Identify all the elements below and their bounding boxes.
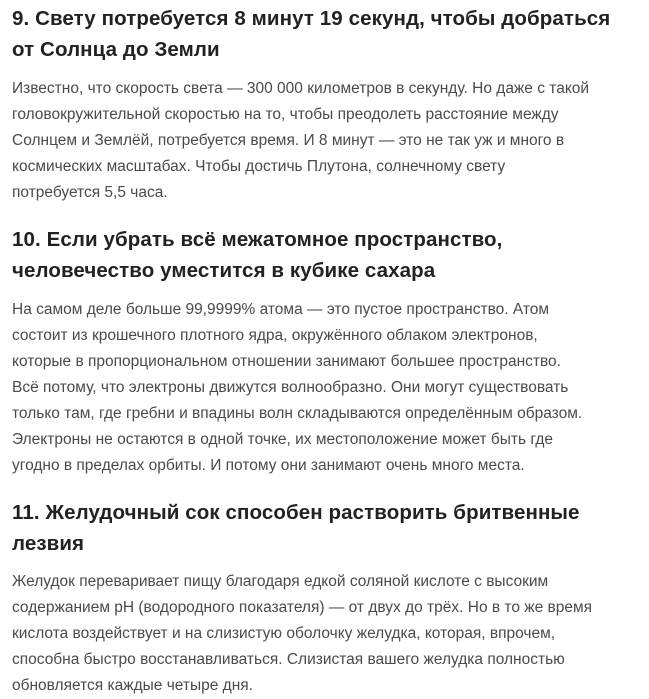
heading-line: человечество уместится в кубике сахара [12, 259, 436, 282]
fact-body-9 [12, 76, 642, 206]
body-line: угодно в пределах орбиты. И потому они занимают очень много места. [12, 457, 525, 474]
body-line: потребуется 5,5 часа. [12, 184, 168, 201]
body-line: На самом деле больше 99,9999% атома — это пустое пространство. Атом [12, 301, 550, 318]
heading-line: лезвия [12, 532, 85, 555]
fact-section-9 [12, 0, 642, 206]
fact-body-10 [12, 297, 642, 479]
body-line: состоит из крошечного плотного ядра, окружённого облаком электронов, [12, 327, 538, 344]
article [12, 0, 642, 699]
fact-heading-11 [12, 497, 642, 559]
heading-line: 11. Желудочный сок способен растворить бритвенные [12, 501, 580, 524]
body-line: Электроны не остаются в одной точке, их местоположение может быть где [12, 431, 553, 448]
body-line: только там, где гребни и впадины волн складываются определённым образом. [12, 405, 583, 422]
body-line: Желудок переваривает пищу благодаря едкой соляной кислоте с высоким [12, 573, 549, 590]
body-line: космических масштабах. Чтобы достичь Плутона, солнечному свету [12, 158, 506, 175]
body-line: кислота воздействует и на слизистую оболочку желудка, которая, впрочем, [12, 625, 556, 642]
body-line: Всё потому, что электроны движутся волнообразно. Они могут существовать [12, 379, 569, 396]
body-line: Солнцем и Землёй, потребуется время. И 8 минут — это не так уж и много в [12, 132, 565, 149]
heading-line: 9. Свету потребуется 8 минут 19 секунд, чтобы добраться [12, 7, 611, 30]
fact-section-10 [12, 224, 642, 479]
heading-line: 10. Если убрать всё межатомное пространство, [12, 228, 503, 251]
heading-line: от Солнца до Земли [12, 38, 220, 61]
body-line: которые в пропорциональном отношении занимают большее пространство. [12, 353, 561, 370]
body-line: Известно, что скорость света — 300 000 километров в секунду. Но даже с такой [12, 80, 590, 97]
fact-section-11 [12, 497, 642, 699]
body-line: содержанием pH (водородного показателя) — от двух до трёх. Но в то же время [12, 599, 593, 616]
fact-heading-10 [12, 224, 642, 286]
body-line: обновляется каждые четыре дня. [12, 677, 253, 694]
body-line: способна быстро восстанавливаться. Слизистая вашего желудка полностью [12, 651, 565, 668]
body-line: головокружительной скоростью на то, чтобы преодолеть расстояние между [12, 106, 559, 123]
fact-heading-9 [12, 0, 642, 65]
fact-body-11 [12, 569, 642, 699]
